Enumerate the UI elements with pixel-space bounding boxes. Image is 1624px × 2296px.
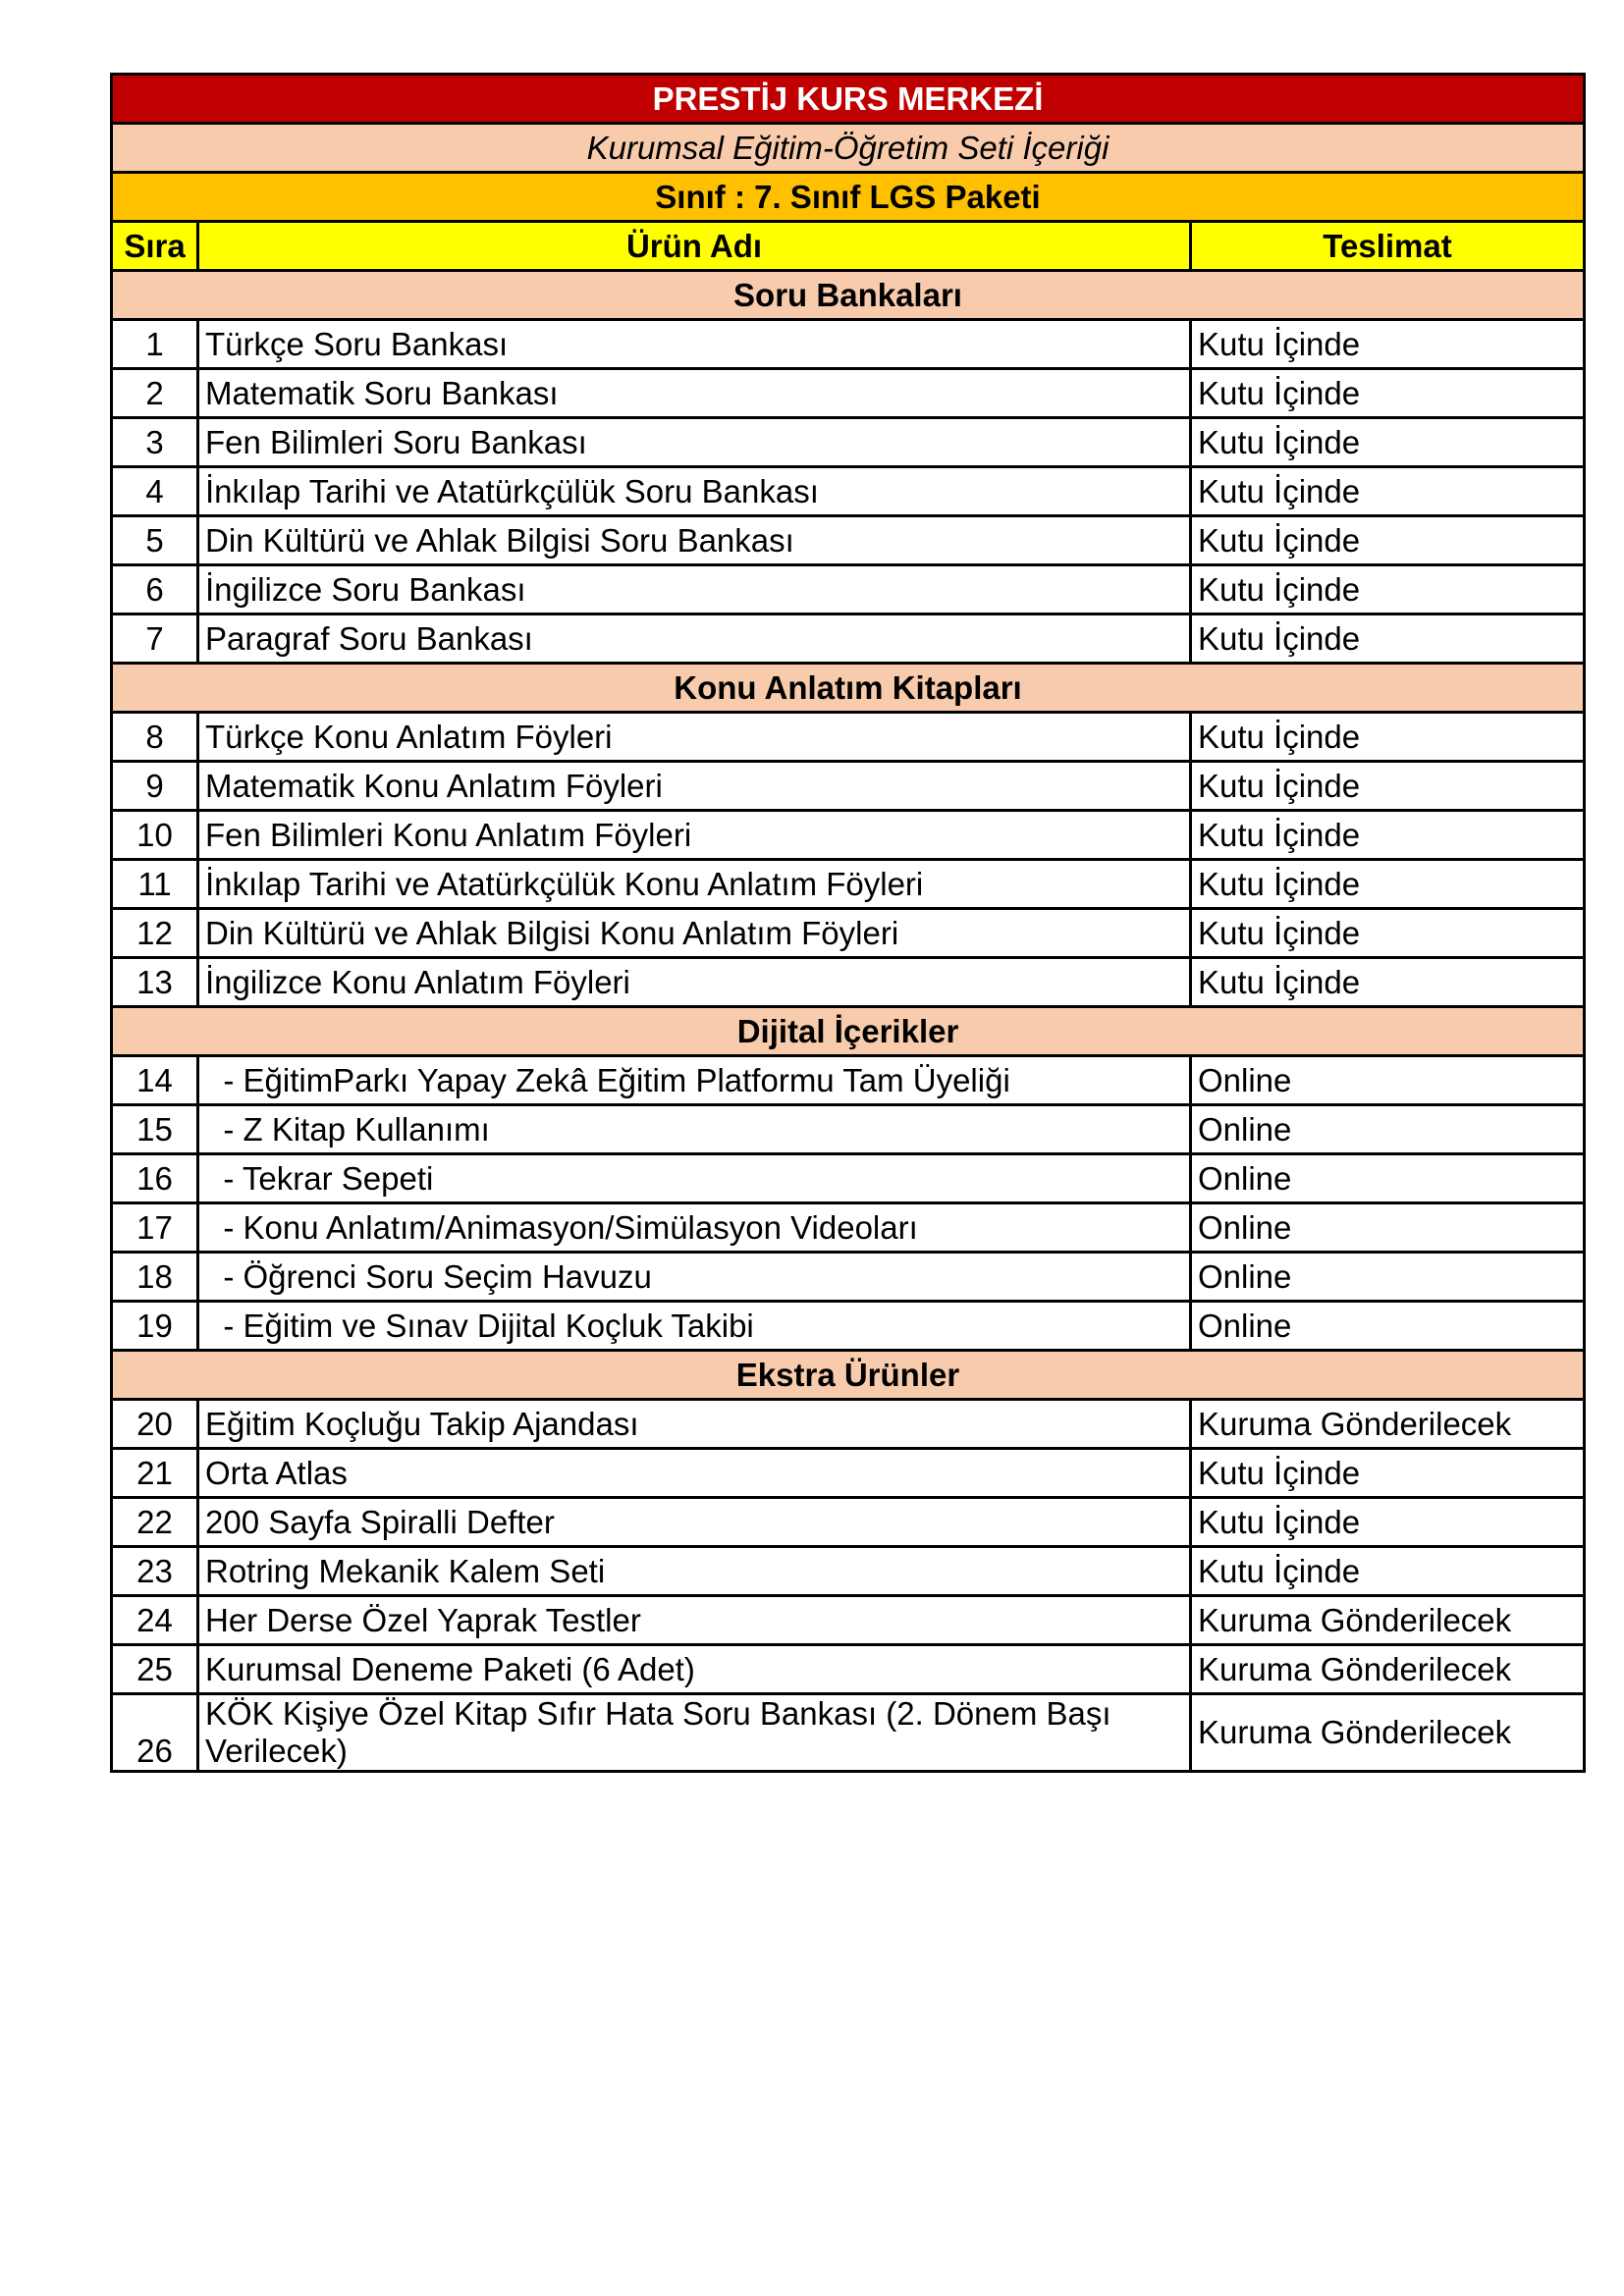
table-row <box>112 1105 1585 1154</box>
table-row <box>112 860 1585 909</box>
section-title: Soru Bankaları <box>112 271 1585 320</box>
column-header-product: Ürün Adı <box>198 222 1191 271</box>
delivery-method: Online <box>1191 1105 1585 1154</box>
product-name: Kurumsal Deneme Paketi (6 Adet) <box>198 1645 1191 1694</box>
table-row <box>112 418 1585 467</box>
delivery-method: Kutu İçinde <box>1191 320 1585 369</box>
section-title: Dijital İçerikler <box>112 1007 1585 1056</box>
product-name: Fen Bilimleri Konu Anlatım Föyleri <box>198 811 1191 860</box>
product-name: Din Kültürü ve Ahlak Bilgisi Konu Anlatım Föyleri <box>198 909 1191 958</box>
column-header-delivery: Teslimat <box>1191 222 1585 271</box>
table-row <box>112 1596 1585 1645</box>
delivery-method: Kuruma Gönderilecek <box>1191 1694 1585 1772</box>
section-title: Konu Anlatım Kitapları <box>112 664 1585 713</box>
row-number: 24 <box>112 1596 198 1645</box>
product-name: Matematik Konu Anlatım Föyleri <box>198 762 1191 811</box>
table-row <box>112 1694 1585 1772</box>
table-row <box>112 713 1585 762</box>
row-number: 16 <box>112 1154 198 1203</box>
table-row <box>112 811 1585 860</box>
product-name: - Z Kitap Kullanımı <box>198 1105 1191 1154</box>
page-subtitle: Kurumsal Eğitim-Öğretim Seti İçeriği <box>112 124 1585 173</box>
delivery-method: Kutu İçinde <box>1191 467 1585 516</box>
row-number: 23 <box>112 1547 198 1596</box>
product-name: Eğitim Koçluğu Takip Ajandası <box>198 1400 1191 1449</box>
delivery-method: Kutu İçinde <box>1191 958 1585 1007</box>
delivery-method: Kutu İçinde <box>1191 1498 1585 1547</box>
row-number: 19 <box>112 1302 198 1351</box>
table-row <box>112 1253 1585 1302</box>
row-number: 14 <box>112 1056 198 1105</box>
product-name: Din Kültürü ve Ahlak Bilgisi Soru Bankası <box>198 516 1191 565</box>
row-number: 2 <box>112 369 198 418</box>
section-header-row <box>112 664 1585 713</box>
table-row <box>112 1449 1585 1498</box>
table-row <box>112 958 1585 1007</box>
delivery-method: Kuruma Gönderilecek <box>1191 1400 1585 1449</box>
delivery-method: Kuruma Gönderilecek <box>1191 1645 1585 1694</box>
delivery-method: Kutu İçinde <box>1191 762 1585 811</box>
delivery-method: Kutu İçinde <box>1191 713 1585 762</box>
delivery-method: Online <box>1191 1302 1585 1351</box>
table-row <box>112 320 1585 369</box>
product-name: - EğitimParkı Yapay Zekâ Eğitim Platformu Tam Üyeliği <box>198 1056 1191 1105</box>
row-number: 7 <box>112 614 198 664</box>
section-header-row <box>112 271 1585 320</box>
column-header-no: Sıra <box>112 222 198 271</box>
table-row <box>112 1645 1585 1694</box>
product-name: Türkçe Soru Bankası <box>198 320 1191 369</box>
delivery-method: Kutu İçinde <box>1191 418 1585 467</box>
title-row <box>112 75 1585 124</box>
delivery-method: Online <box>1191 1203 1585 1253</box>
row-number: 26 <box>112 1694 198 1772</box>
product-name: Matematik Soru Bankası <box>198 369 1191 418</box>
product-name: Türkçe Konu Anlatım Föyleri <box>198 713 1191 762</box>
product-name: İngilizce Soru Bankası <box>198 565 1191 614</box>
class-label: Sınıf : 7. Sınıf LGS Paketi <box>112 173 1585 222</box>
row-number: 8 <box>112 713 198 762</box>
delivery-method: Online <box>1191 1154 1585 1203</box>
class-row <box>112 173 1585 222</box>
product-name: Her Derse Özel Yaprak Testler <box>198 1596 1191 1645</box>
row-number: 25 <box>112 1645 198 1694</box>
row-number: 3 <box>112 418 198 467</box>
row-number: 12 <box>112 909 198 958</box>
delivery-method: Kutu İçinde <box>1191 811 1585 860</box>
delivery-method: Kutu İçinde <box>1191 614 1585 664</box>
product-name: Paragraf Soru Bankası <box>198 614 1191 664</box>
delivery-method: Kutu İçinde <box>1191 860 1585 909</box>
delivery-method: Kuruma Gönderilecek <box>1191 1596 1585 1645</box>
table-row <box>112 1302 1585 1351</box>
product-name: İngilizce Konu Anlatım Föyleri <box>198 958 1191 1007</box>
row-number: 15 <box>112 1105 198 1154</box>
delivery-method: Online <box>1191 1056 1585 1105</box>
row-number: 17 <box>112 1203 198 1253</box>
product-name: 200 Sayfa Spiralli Defter <box>198 1498 1191 1547</box>
table-row <box>112 1400 1585 1449</box>
delivery-method: Kutu İçinde <box>1191 909 1585 958</box>
product-name: İnkılap Tarihi ve Atatürkçülük Soru Bankası <box>198 467 1191 516</box>
page-title: PRESTİJ KURS MERKEZİ <box>112 75 1585 124</box>
delivery-method: Kutu İçinde <box>1191 1547 1585 1596</box>
section-header-row <box>112 1351 1585 1400</box>
product-name: - Konu Anlatım/Animasyon/Simülasyon Videoları <box>198 1203 1191 1253</box>
delivery-method: Online <box>1191 1253 1585 1302</box>
row-number: 18 <box>112 1253 198 1302</box>
row-number: 11 <box>112 860 198 909</box>
product-name: - Öğrenci Soru Seçim Havuzu <box>198 1253 1191 1302</box>
table-row <box>112 369 1585 418</box>
table-row <box>112 1154 1585 1203</box>
table-row <box>112 909 1585 958</box>
row-number: 6 <box>112 565 198 614</box>
table-row <box>112 1498 1585 1547</box>
product-name: Fen Bilimleri Soru Bankası <box>198 418 1191 467</box>
delivery-method: Kutu İçinde <box>1191 516 1585 565</box>
row-number: 9 <box>112 762 198 811</box>
product-name: Rotring Mekanik Kalem Seti <box>198 1547 1191 1596</box>
table-row <box>112 516 1585 565</box>
table-row <box>112 1203 1585 1253</box>
section-header-row <box>112 1007 1585 1056</box>
table-row <box>112 1547 1585 1596</box>
delivery-method: Kutu İçinde <box>1191 565 1585 614</box>
row-number: 21 <box>112 1449 198 1498</box>
row-number: 1 <box>112 320 198 369</box>
product-name: KÖK Kişiye Özel Kitap Sıfır Hata Soru Bankası (2. Dönem Başı Verilecek) <box>198 1694 1191 1772</box>
subtitle-row <box>112 124 1585 173</box>
product-name: Orta Atlas <box>198 1449 1191 1498</box>
row-number: 10 <box>112 811 198 860</box>
product-name: - Eğitim ve Sınav Dijital Koçluk Takibi <box>198 1302 1191 1351</box>
table-row <box>112 1056 1585 1105</box>
product-name: - Tekrar Sepeti <box>198 1154 1191 1203</box>
section-title: Ekstra Ürünler <box>112 1351 1585 1400</box>
row-number: 20 <box>112 1400 198 1449</box>
table-row <box>112 614 1585 664</box>
delivery-method: Kutu İçinde <box>1191 1449 1585 1498</box>
table-row <box>112 467 1585 516</box>
row-number: 13 <box>112 958 198 1007</box>
product-table <box>110 73 1586 1773</box>
table-row <box>112 762 1585 811</box>
table-row <box>112 565 1585 614</box>
product-name: İnkılap Tarihi ve Atatürkçülük Konu Anlatım Föyleri <box>198 860 1191 909</box>
row-number: 4 <box>112 467 198 516</box>
row-number: 5 <box>112 516 198 565</box>
delivery-method: Kutu İçinde <box>1191 369 1585 418</box>
header-row <box>112 222 1585 271</box>
row-number: 22 <box>112 1498 198 1547</box>
